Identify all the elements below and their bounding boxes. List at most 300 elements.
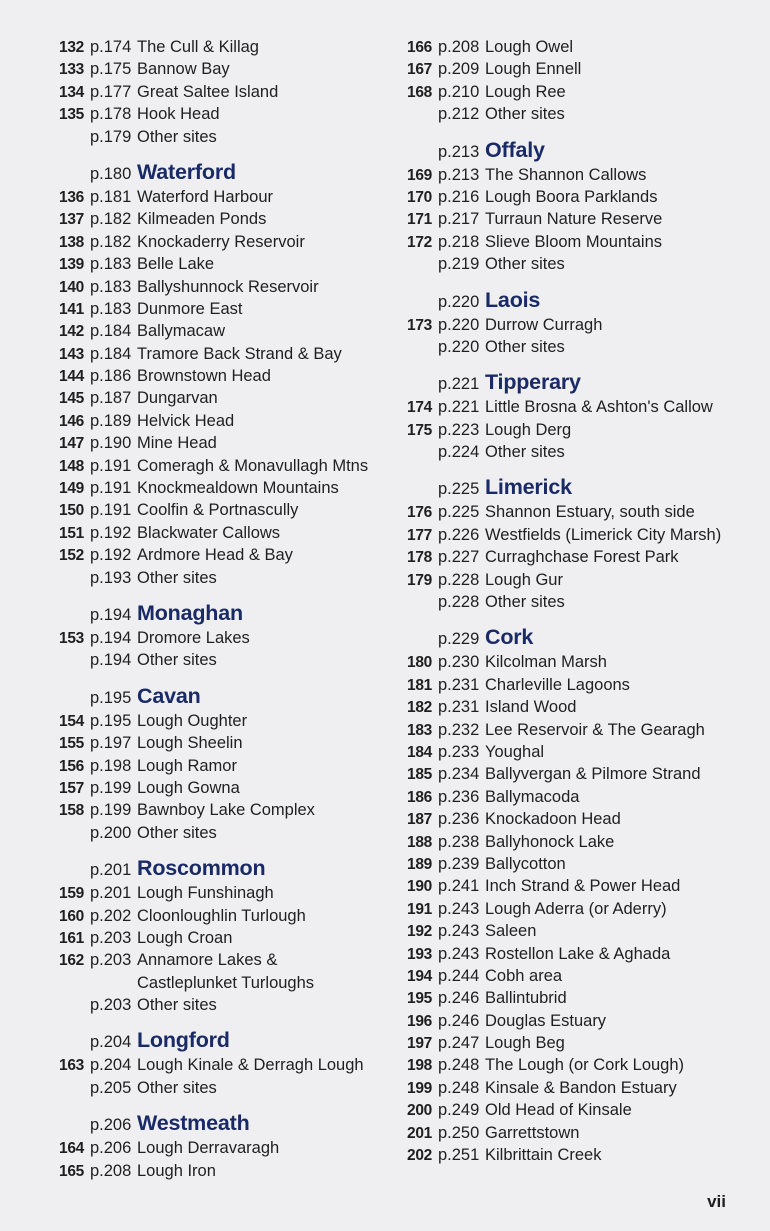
site-number: 140 — [59, 278, 84, 296]
toc-entry — [44, 455, 368, 477]
toc-entry — [44, 882, 368, 904]
toc-entry — [44, 905, 368, 927]
toc-entry — [44, 627, 368, 649]
site-name: Knockadoon Head — [485, 810, 621, 829]
site-number: 150 — [59, 502, 84, 520]
site-name: Lough Aderra (or Aderry) — [485, 899, 667, 918]
page-ref: p.220 — [438, 315, 480, 334]
site-number: 145 — [59, 390, 84, 408]
page-ref: p.175 — [90, 60, 132, 79]
toc-entry — [392, 58, 721, 80]
page-ref: p.217 — [438, 210, 480, 229]
site-name: Westfields (Limerick City Marsh) — [485, 525, 722, 544]
site-number: 185 — [407, 766, 432, 784]
toc-entry — [392, 898, 721, 920]
site-number: 179 — [407, 571, 432, 589]
toc-entry — [392, 396, 721, 418]
page-ref: p.238 — [438, 832, 480, 851]
site-name: Hook Head — [137, 105, 220, 124]
toc-entry — [392, 674, 721, 696]
site-number: 171 — [407, 211, 432, 229]
page-ref: p.226 — [438, 525, 480, 544]
section-heading — [392, 473, 721, 501]
page-ref: p.224 — [438, 443, 480, 462]
site-name: Ballyvergan & Pilmore Strand — [485, 765, 701, 784]
page-ref: p.233 — [438, 742, 480, 761]
site-name: Old Head of Kinsale — [485, 1101, 632, 1120]
toc-entry — [44, 522, 368, 544]
page-ref: p.250 — [438, 1123, 480, 1142]
toc-entry — [44, 732, 368, 754]
site-number: 162 — [59, 952, 84, 970]
site-name: Other sites — [137, 996, 217, 1015]
toc-entry — [44, 777, 368, 799]
toc-entry — [392, 651, 721, 673]
site-number: 157 — [59, 779, 84, 797]
section-heading — [44, 1026, 368, 1054]
toc-entry — [392, 808, 721, 830]
toc-entry — [392, 524, 721, 546]
site-name: The Lough (or Cork Lough) — [485, 1056, 685, 1075]
page-ref: p.246 — [438, 1011, 480, 1030]
page-ref: p.190 — [90, 434, 132, 453]
toc-entry — [392, 696, 721, 718]
site-name: Cobh area — [485, 966, 563, 985]
site-name: Garrettstown — [485, 1123, 580, 1142]
page-ref: p.218 — [438, 232, 480, 251]
toc-entry — [44, 432, 368, 454]
section-page-ref: p.206 — [90, 1116, 132, 1135]
site-number: 183 — [407, 721, 432, 739]
site-number: 178 — [407, 549, 432, 567]
site-name: Kilcolman Marsh — [485, 653, 607, 672]
site-number: 166 — [407, 39, 432, 56]
site-name: Durrow Curragh — [485, 315, 603, 334]
toc-entry — [44, 343, 368, 365]
page-ref: p.195 — [90, 711, 132, 730]
site-name: Lough Gur — [485, 570, 563, 589]
site-number: 182 — [407, 699, 432, 717]
page-ref: p.183 — [90, 255, 132, 274]
toc-entry — [392, 1032, 721, 1054]
toc-entry — [44, 649, 368, 671]
site-name: Helvick Head — [137, 411, 235, 430]
site-number: 175 — [407, 421, 432, 439]
section-page-ref: p.194 — [90, 605, 132, 624]
toc-entry — [44, 710, 368, 732]
page-ref: p.202 — [90, 906, 132, 925]
site-name: Great Saltee Island — [137, 82, 279, 101]
toc-entry — [392, 965, 721, 987]
section-county-name: Cavan — [137, 683, 201, 708]
page-ref: p.236 — [438, 810, 480, 829]
section-heading — [44, 1109, 368, 1137]
contents-column-left — [44, 36, 368, 1182]
site-number: 199 — [407, 1079, 432, 1097]
site-number: 193 — [407, 945, 432, 963]
toc-entry — [392, 1077, 721, 1099]
toc-entry — [392, 831, 721, 853]
site-name: Other sites — [485, 105, 565, 124]
page-ref: p.192 — [90, 546, 132, 565]
page-ref: p.236 — [438, 787, 480, 806]
toc-entry — [44, 1137, 368, 1159]
section-page-ref: p.195 — [90, 688, 132, 707]
page-ref: p.197 — [90, 734, 132, 753]
section-heading — [392, 623, 721, 651]
site-name: Brownstown Head — [137, 367, 271, 386]
page-ref: p.184 — [90, 344, 132, 363]
site-number: 192 — [407, 923, 432, 941]
toc-entry — [44, 58, 368, 80]
page-ref: p.243 — [438, 944, 480, 963]
site-number: 146 — [59, 412, 84, 430]
page-ref: p.227 — [438, 548, 480, 567]
toc-entry — [392, 164, 721, 186]
site-name: Other sites — [485, 593, 565, 612]
page-ref: p.191 — [90, 456, 132, 475]
site-name: Blackwater Callows — [137, 523, 281, 542]
site-number: 177 — [407, 526, 432, 544]
site-name: Mine Head — [137, 434, 217, 453]
page-ref: p.212 — [438, 105, 480, 124]
section-county-name: Offaly — [485, 137, 545, 162]
toc-entry — [392, 501, 721, 523]
page-ref: p.194 — [90, 628, 132, 647]
page-ref: p.203 — [90, 951, 132, 970]
site-name: Lough Funshinagh — [137, 884, 274, 903]
page-ref: p.177 — [90, 82, 132, 101]
site-number: 202 — [407, 1147, 432, 1165]
page-ref: p.241 — [438, 877, 480, 896]
site-name: Other sites — [485, 443, 565, 462]
site-name: Ballintubrid — [485, 989, 567, 1008]
site-name: Lough Owel — [485, 38, 574, 56]
page-ref: p.206 — [90, 1139, 132, 1158]
section-county-name: Waterford — [137, 159, 236, 184]
site-number: 187 — [407, 811, 432, 829]
site-name: Charleville Lagoons — [485, 675, 630, 694]
page-ref: p.231 — [438, 698, 480, 717]
site-name: Dungarvan — [137, 389, 218, 408]
toc-entry — [44, 103, 368, 125]
site-number: 155 — [59, 735, 84, 753]
site-name: Slieve Bloom Mountains — [485, 232, 663, 251]
page-ref: p.219 — [438, 255, 480, 274]
site-name: The Shannon Callows — [485, 165, 647, 184]
toc-entry — [392, 1010, 721, 1032]
section-page-ref: p.180 — [90, 164, 132, 183]
page-ref: p.247 — [438, 1034, 480, 1053]
toc-entry — [44, 365, 368, 387]
site-number: 132 — [59, 39, 84, 56]
toc-entry — [44, 81, 368, 103]
site-number: 159 — [59, 885, 84, 903]
site-number: 151 — [59, 524, 84, 542]
toc-entry — [392, 36, 721, 58]
site-name: Lough Oughter — [137, 711, 248, 730]
section-county-name: Limerick — [485, 475, 572, 500]
site-number: 153 — [59, 629, 84, 647]
site-name: Other sites — [485, 337, 565, 356]
page-ref: p.243 — [438, 899, 480, 918]
page-ref: p.208 — [90, 1161, 132, 1180]
section-county-name: Westmeath — [137, 1111, 250, 1136]
page-ref: p.232 — [438, 720, 480, 739]
page-ref: p.231 — [438, 675, 480, 694]
toc-entry — [44, 567, 368, 589]
site-number: 152 — [59, 547, 84, 565]
site-number: 139 — [59, 256, 84, 274]
page-ref: p.201 — [90, 884, 132, 903]
toc-entry — [392, 943, 721, 965]
site-name: Coolfin & Portnascully — [137, 501, 299, 520]
site-name: Other sites — [137, 1078, 217, 1097]
toc-entry — [44, 799, 368, 821]
site-name: Ardmore Head & Bay — [137, 546, 293, 565]
section-county-name: Monaghan — [137, 600, 243, 625]
section-heading — [44, 599, 368, 627]
site-name: Lough Ennell — [485, 60, 582, 79]
site-number: 172 — [407, 233, 432, 251]
section-page-ref: p.201 — [90, 861, 132, 880]
site-name: Lough Derg — [485, 420, 572, 439]
site-number: 169 — [407, 166, 432, 184]
page-ref: p.249 — [438, 1101, 480, 1120]
site-number: 189 — [407, 855, 432, 873]
site-name: Other sites — [137, 651, 217, 670]
page-ref: p.174 — [90, 38, 132, 56]
page-ref: p.210 — [438, 82, 480, 101]
site-name: Youghal — [485, 742, 545, 761]
site-name: Ballymacaw — [137, 322, 226, 341]
toc-entry — [392, 419, 721, 441]
toc-entry — [44, 208, 368, 230]
site-number: 134 — [59, 83, 84, 101]
toc-entry — [44, 994, 368, 1016]
page-ref: p.248 — [438, 1056, 480, 1075]
site-name: Castleplunket Turloughs — [137, 973, 315, 992]
toc-entry — [392, 231, 721, 253]
toc-entry — [392, 719, 721, 741]
toc-entry — [44, 949, 368, 971]
page-ref: p.209 — [438, 60, 480, 79]
site-name: Lough Gowna — [137, 778, 240, 797]
toc-entry-continuation — [44, 972, 368, 994]
site-name: Douglas Estuary — [485, 1011, 607, 1030]
site-number: 174 — [407, 399, 432, 417]
site-name: Little Brosna & Ashton's Callow — [485, 398, 713, 417]
site-name: Ballymacoda — [485, 787, 580, 806]
page-ref: p.244 — [438, 966, 480, 985]
page-ref: p.239 — [438, 854, 480, 873]
toc-entry — [392, 741, 721, 763]
page-ref: p.199 — [90, 801, 132, 820]
page-ref: p.198 — [90, 756, 132, 775]
page-ref: p.205 — [90, 1078, 132, 1097]
site-name: Lough Croan — [137, 928, 233, 947]
site-number: 201 — [407, 1124, 432, 1142]
toc-entry — [392, 103, 721, 125]
toc-entry — [392, 253, 721, 275]
section-heading — [392, 368, 721, 396]
site-number: 143 — [59, 345, 84, 363]
section-county-name: Longford — [137, 1028, 230, 1053]
toc-entry — [392, 763, 721, 785]
site-number: 173 — [407, 316, 432, 334]
page-ref: p.191 — [90, 479, 132, 498]
site-number: 164 — [59, 1140, 84, 1158]
site-number: 154 — [59, 712, 84, 730]
toc-entry — [392, 441, 721, 463]
site-number: 195 — [407, 990, 432, 1008]
site-name: Bawnboy Lake Complex — [137, 801, 315, 820]
site-number: 141 — [59, 300, 84, 318]
section-county-name: Cork — [485, 625, 534, 650]
toc-entry — [44, 499, 368, 521]
site-name: Lough Beg — [485, 1034, 565, 1053]
toc-entry — [392, 591, 721, 613]
page-ref: p.183 — [90, 299, 132, 318]
page-ref: p.243 — [438, 922, 480, 941]
page-ref: p.216 — [438, 187, 480, 206]
site-name: Tramore Back Strand & Bay — [137, 344, 342, 363]
toc-entry — [44, 822, 368, 844]
site-number: 170 — [407, 188, 432, 206]
site-number: 165 — [59, 1162, 84, 1180]
page-number: vii — [707, 1192, 726, 1211]
toc-entry — [44, 410, 368, 432]
site-name: Turraun Nature Reserve — [485, 210, 663, 229]
site-name: Dromore Lakes — [137, 628, 250, 647]
site-number: 163 — [59, 1057, 84, 1075]
toc-entry — [392, 1054, 721, 1076]
site-name: Comeragh & Monavullagh Mtns — [137, 456, 369, 475]
page-ref: p.248 — [438, 1078, 480, 1097]
section-page-ref: p.229 — [438, 630, 480, 649]
toc-entry — [44, 298, 368, 320]
section-page-ref: p.221 — [438, 375, 480, 394]
site-name: Saleen — [485, 922, 537, 941]
toc-entry — [392, 81, 721, 103]
page-ref: p.194 — [90, 651, 132, 670]
site-name: Lough Ree — [485, 82, 566, 101]
site-name: Bannow Bay — [137, 60, 230, 79]
page-ref: p.251 — [438, 1146, 480, 1165]
page-ref: p.183 — [90, 277, 132, 296]
site-name: Other sites — [485, 255, 565, 274]
page-ref: p.203 — [90, 928, 132, 947]
site-name: Knockmealdown Mountains — [137, 479, 339, 498]
toc-entry — [44, 544, 368, 566]
site-name: Dunmore East — [137, 299, 243, 318]
section-county-name: Tipperary — [485, 370, 581, 395]
page-ref: p.225 — [438, 503, 480, 522]
site-number: 136 — [59, 188, 84, 206]
page-ref: p.187 — [90, 389, 132, 408]
site-name: Other sites — [137, 823, 217, 842]
toc-entry — [392, 920, 721, 942]
toc-entry — [44, 755, 368, 777]
toc-entry — [44, 1160, 368, 1182]
site-name: Island Wood — [485, 698, 577, 717]
page-ref: p.203 — [90, 996, 132, 1015]
section-heading — [392, 286, 721, 314]
site-name: Ballycotton — [485, 854, 566, 873]
toc-entry — [392, 1099, 721, 1121]
toc-entry — [44, 186, 368, 208]
page-ref: p.223 — [438, 420, 480, 439]
page-ref: p.234 — [438, 765, 480, 784]
site-name: Knockaderry Reservoir — [137, 232, 305, 251]
toc-entry — [392, 208, 721, 230]
site-name: The Cull & Killag — [137, 38, 259, 56]
toc-entry — [44, 231, 368, 253]
toc-entry — [44, 253, 368, 275]
site-name: Cloonloughlin Turlough — [137, 906, 306, 925]
site-name: Ballyshunnock Reservoir — [137, 277, 319, 296]
toc-entry — [44, 126, 368, 148]
toc-entry — [44, 276, 368, 298]
site-name: Lough Iron — [137, 1161, 216, 1180]
section-county-name: Laois — [485, 287, 541, 312]
page-ref: p.208 — [438, 38, 480, 56]
site-number: 147 — [59, 435, 84, 453]
site-name: Lough Boora Parklands — [485, 187, 658, 206]
site-name: Ballyhonock Lake — [485, 832, 615, 851]
site-name: Other sites — [137, 127, 217, 146]
site-number: 196 — [407, 1012, 432, 1030]
toc-entry — [44, 320, 368, 342]
site-name: Other sites — [137, 568, 217, 587]
site-number: 200 — [407, 1102, 432, 1120]
site-number: 191 — [407, 900, 432, 918]
site-number: 198 — [407, 1057, 432, 1075]
site-number: 149 — [59, 480, 84, 498]
site-number: 168 — [407, 83, 432, 101]
site-name: Shannon Estuary, south side — [485, 503, 695, 522]
section-heading — [44, 158, 368, 186]
site-number: 180 — [407, 654, 432, 672]
toc-entry — [44, 36, 368, 58]
toc-entry — [392, 987, 721, 1009]
site-name: Waterford Harbour — [137, 187, 274, 206]
site-number: 160 — [59, 907, 84, 925]
page-ref: p.221 — [438, 398, 480, 417]
section-heading — [392, 136, 721, 164]
page-ref: p.192 — [90, 523, 132, 542]
site-number: 176 — [407, 504, 432, 522]
site-name: Lough Kinale & Derragh Lough — [137, 1056, 364, 1075]
page-ref: p.182 — [90, 210, 132, 229]
site-name: Lee Reservoir & The Gearagh — [485, 720, 705, 739]
page-ref: p.204 — [90, 1056, 132, 1075]
page-ref: p.186 — [90, 367, 132, 386]
site-number: 167 — [407, 61, 432, 79]
toc-entry — [392, 546, 721, 568]
toc-entry — [392, 1122, 721, 1144]
site-number: 133 — [59, 61, 84, 79]
page-ref: p.181 — [90, 187, 132, 206]
page-ref: p.189 — [90, 411, 132, 430]
site-name: Kilmeaden Ponds — [137, 210, 267, 229]
toc-entry — [392, 875, 721, 897]
site-number: 135 — [59, 106, 84, 124]
site-name: Rostellon Lake & Aghada — [485, 944, 671, 963]
site-number: 142 — [59, 323, 84, 341]
site-number: 148 — [59, 457, 84, 475]
site-name: Inch Strand & Power Head — [485, 877, 681, 896]
